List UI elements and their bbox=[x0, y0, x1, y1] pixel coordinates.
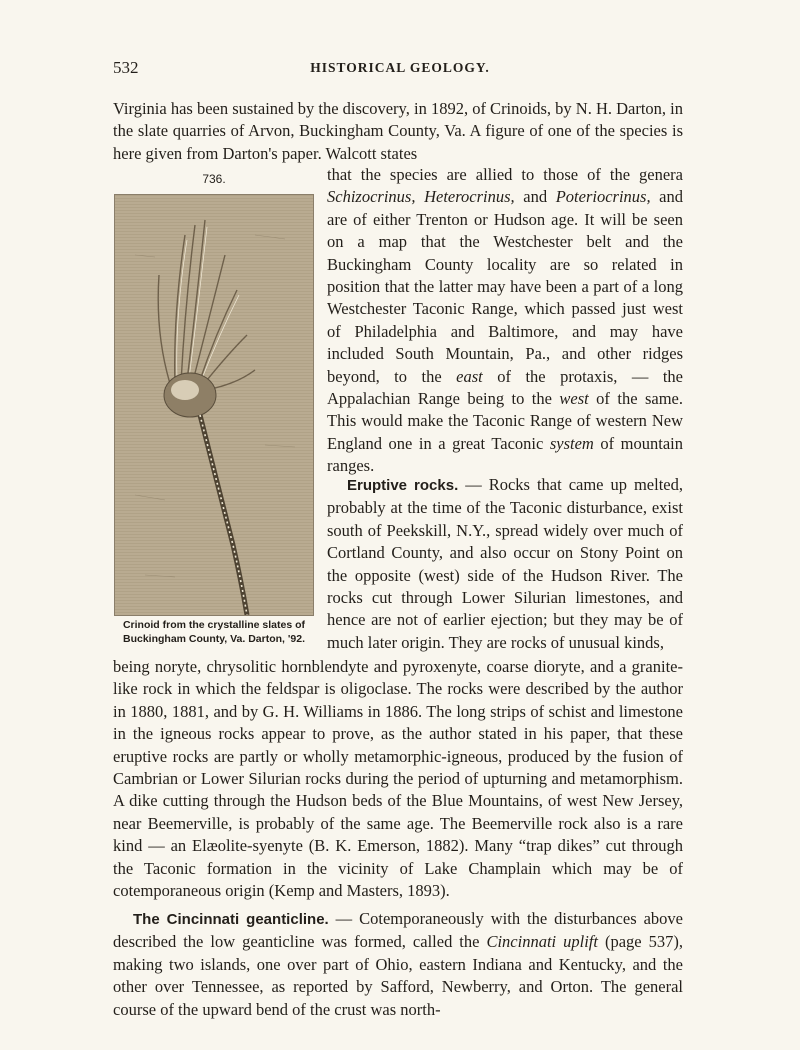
text-run: (page 537), making two islands, one over part of Ohio, eastern Indiana and Kentucky, and the other over Tennessee, as reported by Safford, Newberry, and Orton. The general course of the upward bend of the crust was north- bbox=[113, 932, 683, 1019]
emphasis: west bbox=[559, 389, 589, 409]
figure-caption: Crinoid from the crystalline slates of Buckingham County, Va. Darton, '92. bbox=[122, 619, 306, 645]
text-run: and are of either Trenton or Hudson age. It will be seen on a map that the Westchester belt and the Buckingham County locality are so related in position that the latter may have been a part of a long Westchester Taconic Range, which passed just west of Philadelphia and Baltimore, and may have included South Mountain, Pa., and other ridges beyond, to the bbox=[327, 187, 684, 386]
intro-text: Virginia has been sustained by the discovery, in 1892, of Crinoids, by N. H. Darton, in the slate quarries of Arvon, Buckingham County, Va. A figure of one of the species is here given from Darton's paper. Walcott states bbox=[113, 99, 684, 163]
text-run: of the protaxis, — the Appalachian Range being to the bbox=[327, 366, 683, 409]
cincinnati-paragraph bbox=[113, 908, 683, 1021]
emphasis: system bbox=[549, 433, 594, 453]
figure-736 bbox=[108, 172, 320, 652]
intro-paragraph bbox=[113, 98, 683, 165]
text-run: of the same. This would make the Taconic Range of western New England one in a great Taconic bbox=[327, 389, 683, 453]
genus-name: Heterocrinus, bbox=[424, 187, 515, 207]
text-run: — Cotemporaneously with the disturbances above described the low geanticline was formed, called the bbox=[113, 909, 683, 952]
column-paragraph-walcott bbox=[327, 164, 683, 478]
text-run bbox=[415, 187, 424, 206]
figure-number: 736. bbox=[202, 172, 226, 186]
eruptive-rocks-column bbox=[327, 474, 683, 654]
text-run: of mountain ranges. bbox=[327, 433, 683, 476]
section-heading-eruptive: Eruptive rocks. bbox=[347, 477, 459, 494]
eruptive-rocks-continued bbox=[113, 656, 683, 902]
text-run: and bbox=[514, 187, 556, 207]
emphasis: east bbox=[456, 366, 483, 386]
section-heading-cincinnati: The Cincinnati geanticline. bbox=[133, 911, 329, 928]
genus-name: Schizocrinus, bbox=[327, 187, 416, 207]
text-run: being noryte, chrysolitic hornblendyte and pyroxenyte, coarse dioryte, and a granite-like rock in which the feldspar is oligoclase. The rocks were described by the author in 1880, 1881, and by G. H. Williams in 1886. The long strips of schist and limestone in the igneous rocks appear to prove, as the author stated in his paper, that these eruptive rocks are partly or wholly metamorphic-igneous, produced by the fusion of Cambrian or Lower Silurian rocks during the period of upturning and metamorphism. A dike cutting through the Hudson beds of the Blue Mountains, of west New Jersey, near Beemerville, is probably of the same age. The Beemerville rock also is a rare kind — an Elæolite-syenyte (B. K. Emerson, 1882). Many “trap dikes” cut through the Taconic formation in the vicinity of Lake Champlain which may be of cotemporaneous origin (Kemp and Masters, 1893). bbox=[113, 657, 683, 901]
text-run: — Rocks that came up melted, probably at the time of the Taconic disturbance, exist south of Peekskill, N.Y., spread widely over much of Cortland County, and also occur on Stony Point on the opposite (west) side of the Hudson River. The rocks cut through Lower Silurian limestones, and hence are not of earlier ejection; but they may be of much later origin. They are rocks of unusual kinds, bbox=[327, 475, 683, 652]
text-run: that the species are allied to those of the genera bbox=[327, 165, 683, 184]
crinoid-fossil-image bbox=[114, 194, 314, 616]
running-header: HISTORICAL GEOLOGY. bbox=[310, 60, 490, 75]
emphasis: Cincinnati uplift bbox=[486, 932, 598, 952]
page-number: 532 bbox=[113, 58, 139, 77]
genus-name: Poteriocrinus, bbox=[555, 187, 651, 207]
